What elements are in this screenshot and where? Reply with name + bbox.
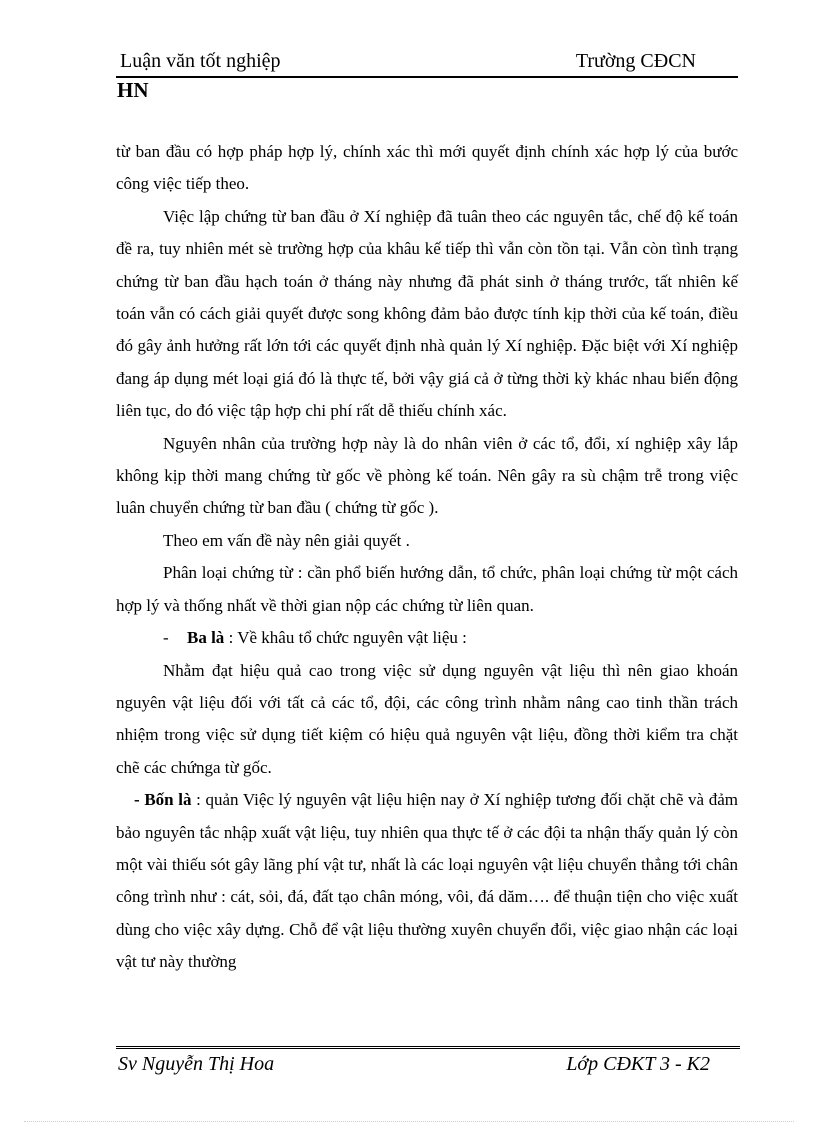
paragraph-4: Theo em vấn đề này nên giải quyết .: [163, 530, 410, 550]
header-school-name-continued: HN: [117, 78, 149, 102]
point-four-text: : quản Việc lý nguyên vật liệu hiện nay ở Xí nghiệp tương đối chặt chẽ và đảm bảo nguyên tắc nhập xuất vật liệu, tuy nhiên qua thực tế ở các đội ta nhận thấy quản lý còn một vài thiếu sót gây lãng phí vật tư, nhất là các loại nguyên vật liệu chuyển thẳng tới chân công trình như : cát, sỏi, đá, đất tạo chân móng, vôi, đá dăm…. để thuận tiện cho việc xuất dùng cho việc xây dựng. Chỗ để vật liệu thường xuyên chuyển đổi, việc giao nhận các loại vật tư này thường: [116, 790, 738, 972]
point-four-heading: Bốn là: [144, 790, 192, 810]
bullet-dash: -: [163, 628, 169, 648]
header-thesis-title: Luận văn tốt nghiệp: [120, 50, 281, 72]
page-footer: [116, 1046, 740, 1079]
page-bottom-edge: [24, 1121, 794, 1122]
paragraph-6: [116, 622, 738, 654]
document-body: [116, 136, 738, 979]
footer-student-name: Sv Nguyễn Thị Hoa: [118, 1053, 275, 1075]
paragraph-7: Nhằm đạt hiệu quả cao trong việc sử dụng nguyên vật liệu thì nên giao khoán nguyên vật liệu đối với tất cả các tổ, đội, các công trình nhằm nâng cao tinh thần trách nhiệm trong việc sử dụng tiết kiệm có hiệu quả nguyên vật liệu, đồng thời kiểm tra chặt chẽ các chứnga từ gốc.: [116, 660, 738, 777]
point-three-heading: Ba là: [187, 628, 225, 648]
paragraph-5: Phân loại chứng từ : cần phổ biến hướng dẫn, tổ chức, phân loại chứng từ một cách hợp lý và thống nhất về thời gian nộp các chứng từ liên quan.: [116, 563, 738, 615]
point-three-text: : Về khâu tổ chức nguyên vật liệu :: [224, 628, 467, 648]
header-school-name: Trường CĐCN: [575, 50, 696, 72]
paragraph-3: Nguyên nhân của trường hợp này là do nhân viên ở các tổ, đổi, xí nghiệp xây lắp không kịp thời mang chứng từ gốc về phòng kế toán. Nên gây ra sù chậm trễ trong việc luân chuyển chứng từ ban đầu ( chứng từ gốc ).: [116, 433, 738, 518]
paragraph-2: Việc lập chứng từ ban đầu ở Xí nghiệp đã tuân theo các nguyên tắc, chế độ kế toán đề ra, tuy nhiên mét sè trường hợp của khâu kế tiếp thì vẫn còn tồn tại. Vẫn còn tình trạng chứng từ ban đầu hạch toán ở tháng này nhưng đã phát sinh ở tháng trước, tất nhiên kế toán vẫn có cách giải quyết được song không đảm bảo được tính kịp thời của kế toán, điều đó gây ảnh hưởng rất lớn tới các quyết định nhà quản lý Xí nghiệp. Đặc biệt với Xí nghiệp đang áp dụng mét loại giá đó là thực tế, bởi vậy giá cả ở từng thời kỳ khác nhau biến động liên tục, do đó việc tập hợp chi phí rất dễ thiếu chính xác.: [116, 206, 738, 421]
paragraph-1: từ ban đầu có hợp pháp hợp lý, chính xác thì mới quyết định chính xác hợp lý của bước công việc tiếp theo.: [116, 142, 738, 194]
footer-class-name: Lớp CĐKT 3 - K2: [566, 1053, 710, 1075]
bullet-dash-2: -: [134, 790, 145, 810]
page-header: [116, 48, 738, 78]
paragraph-8: [116, 784, 738, 978]
